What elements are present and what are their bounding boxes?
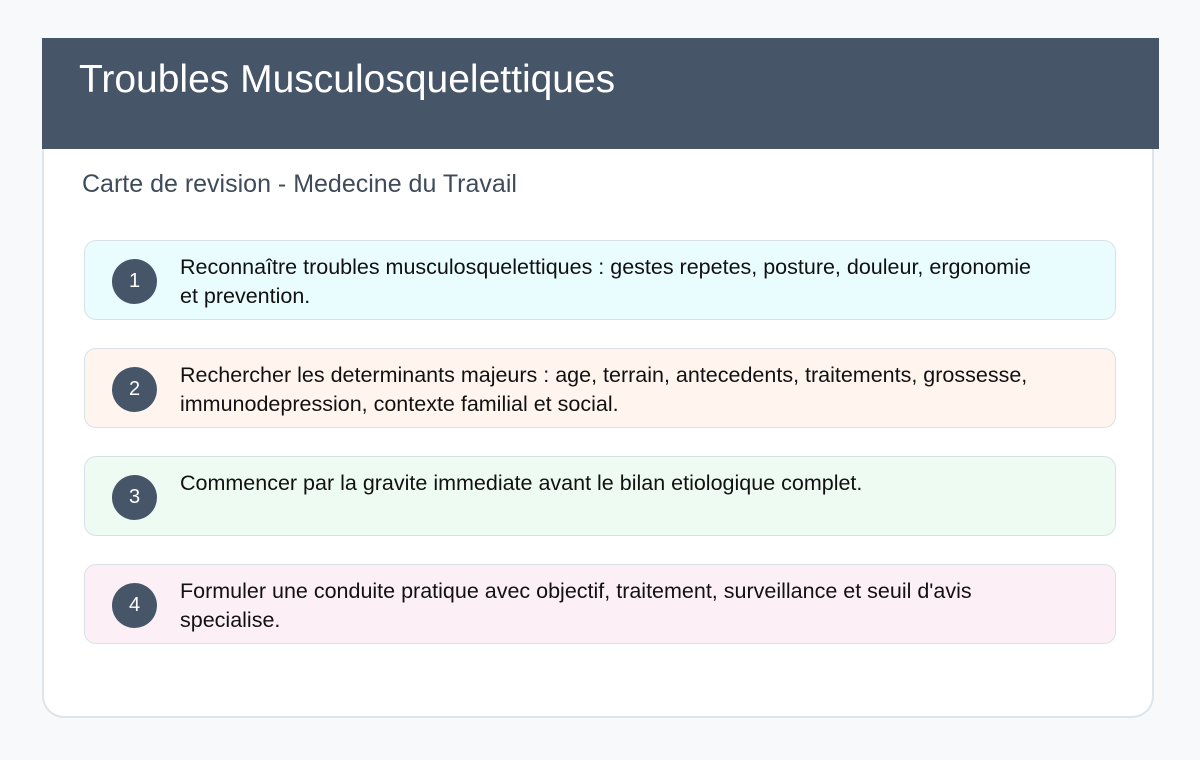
list-item-text: Formuler une conduite pratique avec objectif, traitement, surveillance et seuil d'avis specialise. — [180, 579, 972, 632]
list-item — [84, 240, 1116, 320]
list-item-text: Reconnaître troubles musculosquelettiques : gestes repetes, posture, douleur, ergonomie et prevention. — [180, 255, 1031, 308]
card-header — [42, 38, 1159, 149]
card-subtitle: Carte de revision - Medecine du Travail — [82, 170, 517, 198]
list-item — [84, 564, 1116, 644]
card-title: Troubles Musculosquelettiques — [79, 58, 616, 101]
step-number-badge: 3 — [112, 475, 157, 520]
list-item-text: Commencer par la gravite immediate avant le bilan etiologique complet. — [180, 471, 863, 495]
list-item — [84, 348, 1116, 428]
step-number-badge: 1 — [112, 259, 157, 304]
step-number-badge: 4 — [112, 583, 157, 628]
list-item — [84, 456, 1116, 536]
list-item-text: Rechercher les determinants majeurs : age, terrain, antecedents, traitements, grossesse, immunodepression, contexte familial et social. — [180, 363, 1028, 416]
step-number-badge: 2 — [112, 367, 157, 412]
